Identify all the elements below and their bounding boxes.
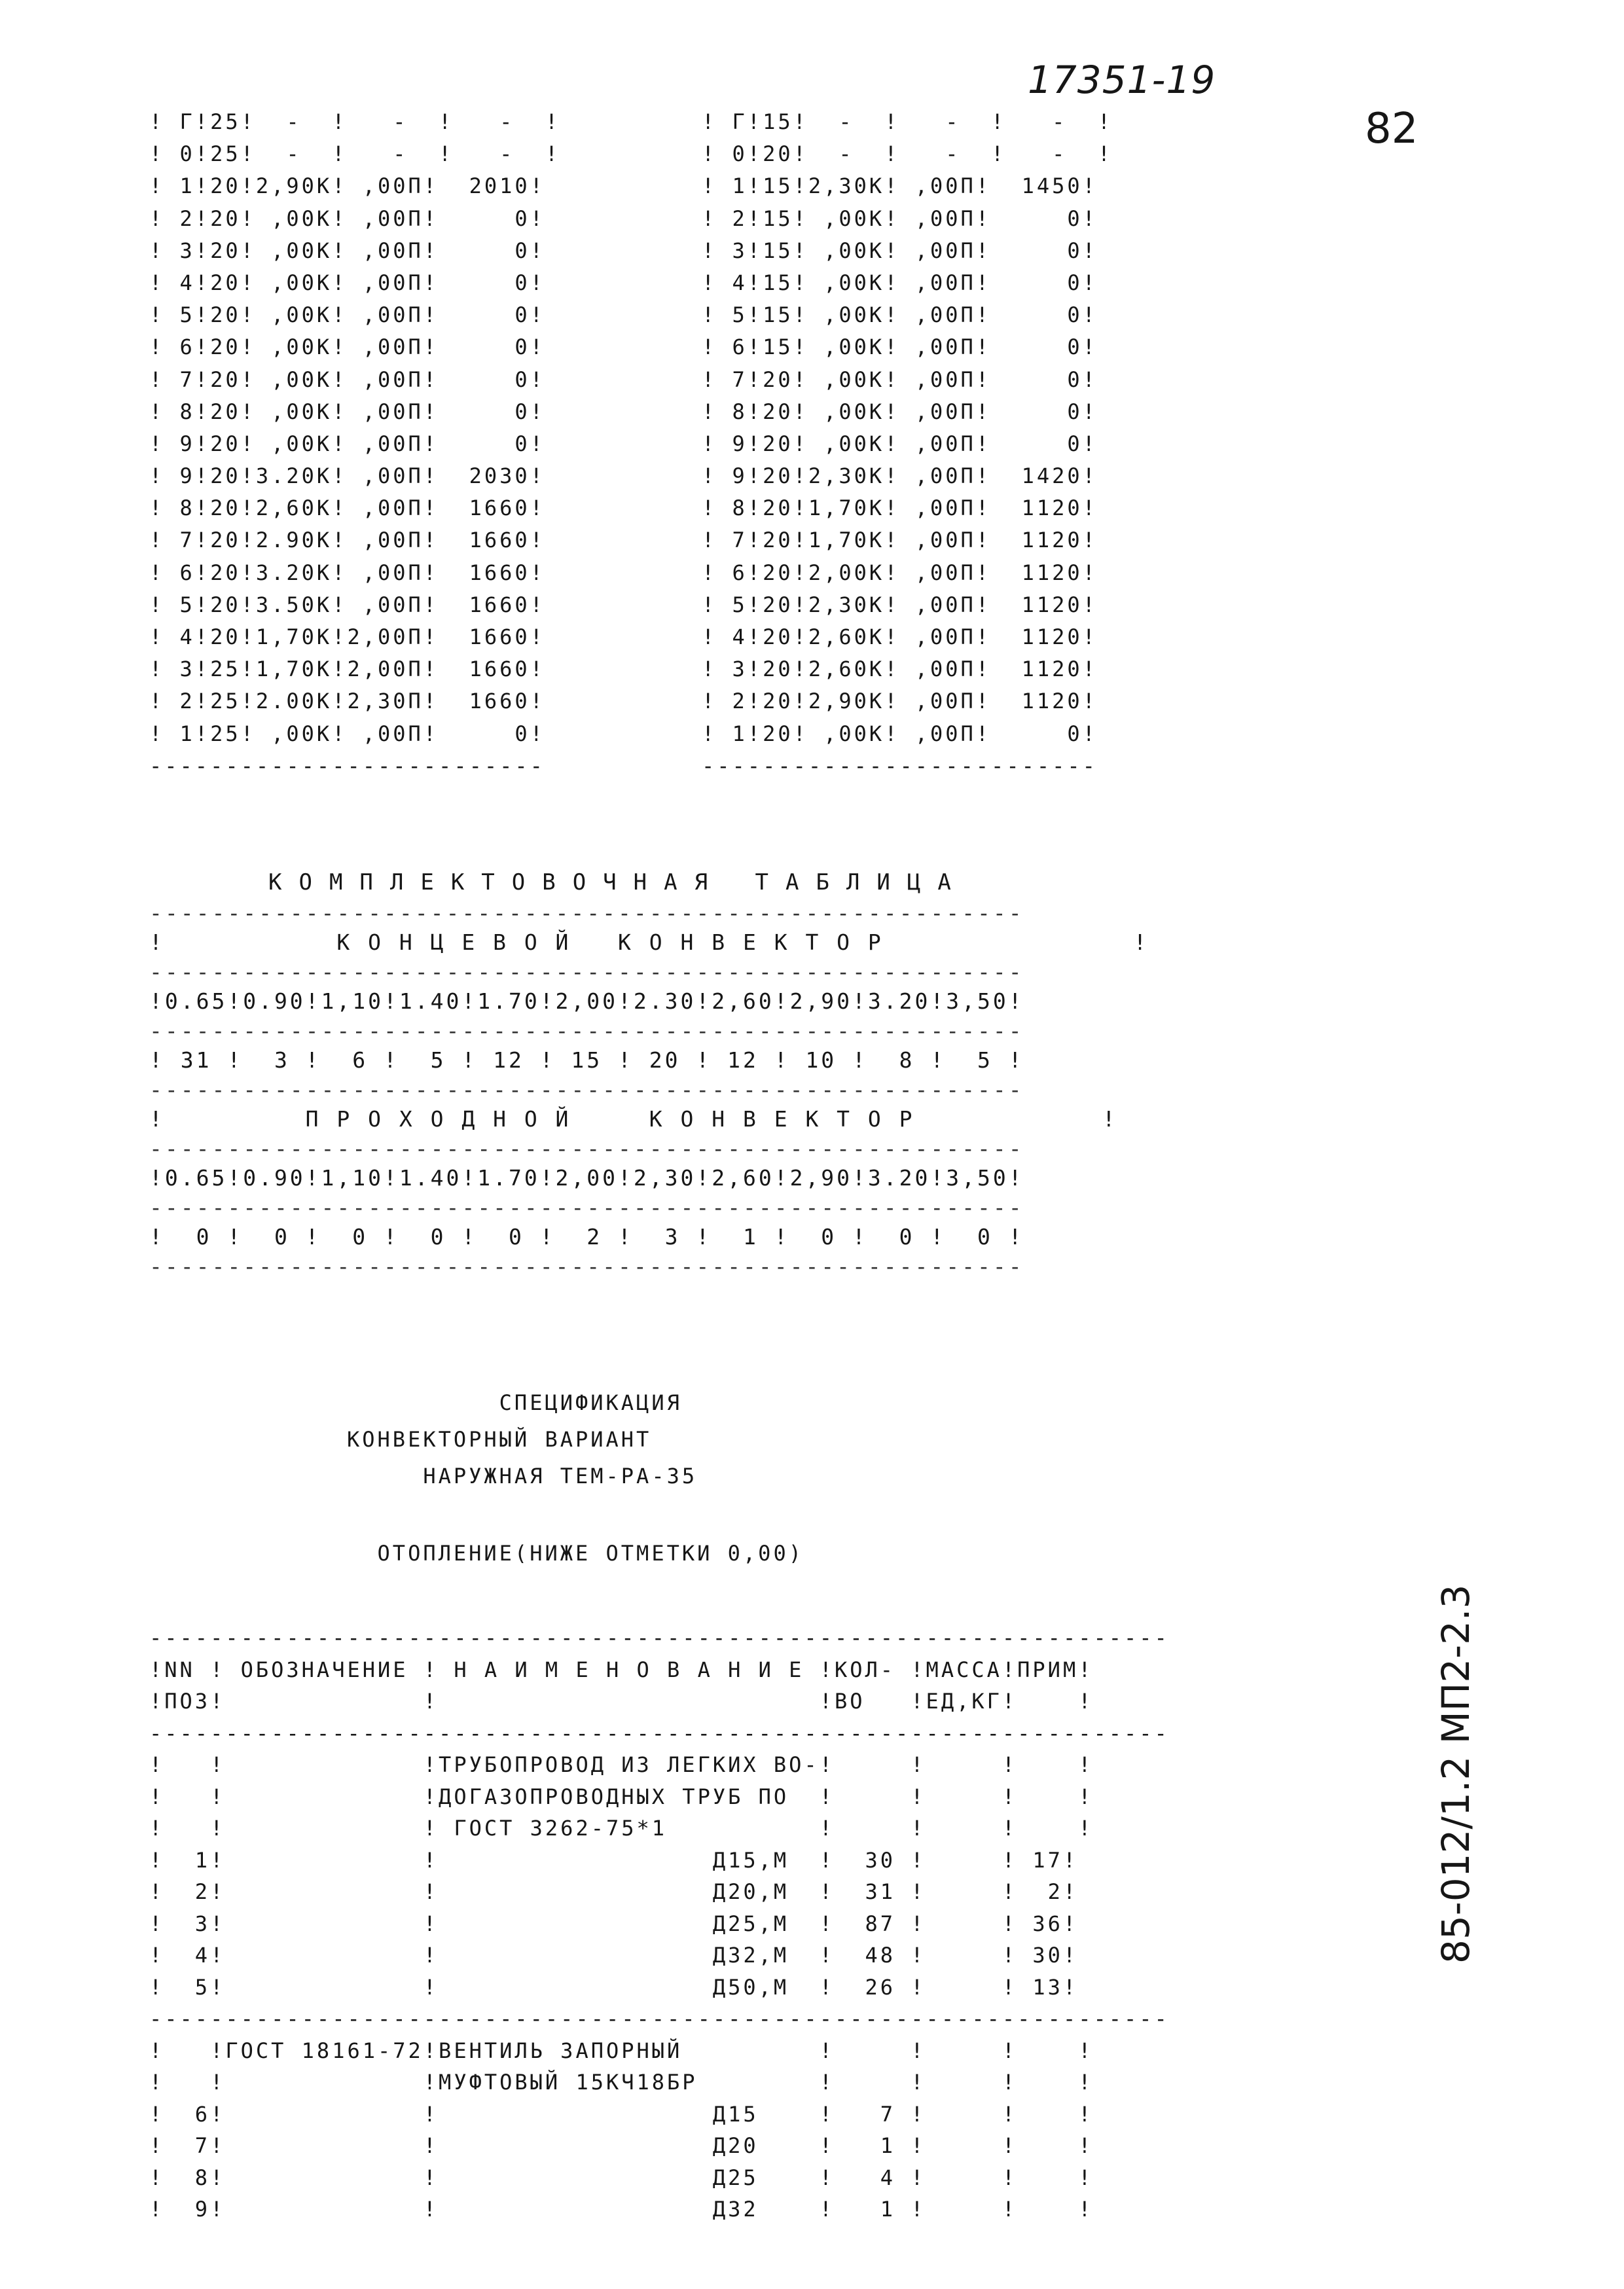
table-row: ! 9!20! ,00К! ,00П! 0! (702, 431, 1098, 456)
table-row: ------------------------------------------------------------------- (149, 1720, 1170, 1746)
table-row: ------------------------------------------------------------------- (149, 2006, 1170, 2031)
rule: -------------------------------------------------------- (149, 907, 1024, 920)
pass-convector-counts: ! 0 ! 0 ! 0 ! 0 ! 0 ! 2 ! 3 ! 1 ! 0 ! 0 ! 0 ! (149, 1224, 1024, 1250)
spec-variant: КОНВЕКТОРНЫЙ ВАРИАНТ (347, 1427, 652, 1452)
table-row: ! 5! ! Д50,М ! 26 ! ! 13! (149, 1974, 1079, 2000)
table-row: !ПОЗ! ! !ВО !ЕД,КГ! ! (149, 1689, 1094, 1714)
table-row: ! 7!20!2.90К! ,00П! 1660! (149, 528, 545, 553)
rule: -------------------------------------------------------- (149, 965, 1024, 979)
kit-table (149, 907, 1149, 1273)
table-row: ! 6!15! ,00К! ,00П! 0! (702, 334, 1098, 360)
table-row: ! 9!20!2,30К! ,00П! 1420! (702, 463, 1098, 489)
table-row: ! 1!15!2,30К! ,00П! 1450! (702, 173, 1098, 199)
kit-table-title: КОМПЛЕКТОВОЧНАЯ ТАБЛИЦА (268, 869, 968, 895)
table-row: ! 4!20!1,70К!2,00П! 1660! (149, 624, 545, 649)
table-row: ! 9!20!3.20К! ,00П! 2030! (149, 463, 545, 489)
left-floor-table (149, 106, 560, 782)
document-number: 17351-19 (1028, 58, 1216, 102)
table-row: ! ! !ДОГАЗОПРОВОДНЫХ ТРУБ ПО ! ! ! ! (149, 1784, 1094, 1809)
rule: -------------------------------------------------------- (149, 1024, 1024, 1037)
side-document-code: 85-012/1.2 МП2-2.3 (1434, 1584, 1478, 1964)
specification-table (149, 1622, 1170, 2226)
table-row: ! 2!25!2.00К!2,30П! 1660! (149, 689, 545, 714)
rule: -------------------------------------------------------- (149, 1142, 1024, 1155)
table-row: ! 6! ! Д15 ! 7 ! ! ! (149, 2101, 1094, 2127)
table-row: ! 2! ! Д20,М ! 31 ! ! 2! (149, 1879, 1079, 1904)
table-row: ! 7!20!1,70К! ,00П! 1120! (702, 528, 1098, 553)
spec-title: СПЕЦИФИКАЦИЯ (347, 1390, 682, 1415)
pass-convector-sizes: !0.65!0.90!1,10!1.40!1.70!2,00!2,30!2,60!2,90!3.20!3,50! (149, 1165, 1024, 1191)
table-row: ! 7! ! Д20 ! 1 ! ! ! (149, 2133, 1094, 2158)
table-row: -------------------------- (702, 753, 1098, 778)
table-row: !NN ! ОБОЗНАЧЕНИЕ ! Н А И М Е Н О В А Н И Е !КОЛ- !МАССА!ПРИМ! (149, 1657, 1094, 1682)
table-row: ! ! !ТРУБОПРОВОД ИЗ ЛЕГКИХ ВО-! ! ! ! (149, 1752, 1094, 1777)
table-row: ! 4!20!2,60К! ,00П! 1120! (702, 624, 1098, 649)
table-row: ! 3!25!1,70К!2,00П! 1660! (149, 657, 545, 682)
table-row: ! 5!20!3.50К! ,00П! 1660! (149, 592, 545, 617)
table-row: ! 6!20!2,00К! ,00П! 1120! (702, 560, 1098, 585)
table-row: ! 0!25! - ! - ! - ! (149, 141, 561, 167)
table-row: ! 5!20! ,00К! ,00П! 0! (149, 302, 545, 328)
table-row: ! 3!20!2,60К! ,00П! 1120! (702, 657, 1098, 682)
rule: -------------------------------------------------------- (149, 1083, 1024, 1096)
table-row: ! Г!15! - ! - ! - ! (702, 109, 1113, 134)
table-row: ! 8!20! ,00К! ,00П! 0! (149, 399, 545, 424)
table-row: ! 3! ! Д25,М ! 87 ! ! 36! (149, 1911, 1079, 1936)
table-row: ! ! ! ГОСТ 3262-75*1 ! ! ! ! (149, 1816, 1094, 1841)
table-row: -------------------------- (149, 753, 545, 778)
table-row: ! 8! ! Д25 ! 4 ! ! ! (149, 2165, 1094, 2190)
table-row: ! 2!20!2,90К! ,00П! 1120! (702, 689, 1098, 714)
table-row: ! 4!15! ,00К! ,00П! 0! (702, 270, 1098, 295)
spec-section: ОТОПЛЕНИЕ(НИЖЕ ОТМЕТКИ 0,00) (347, 1541, 804, 1566)
table-row: ! 4! ! Д32,М ! 48 ! ! 30! (149, 1943, 1079, 1968)
pass-convector-title: ! П Р О Х О Д Н О Й К О Н В Е К Т О Р ! (149, 1106, 1118, 1132)
table-row: ! 9!20! ,00К! ,00П! 0! (149, 431, 545, 456)
table-row: ! 7!20! ,00К! ,00П! 0! (149, 367, 545, 392)
table-row: ! 1!25! ,00К! ,00П! 0! (149, 721, 545, 746)
right-floor-table (702, 106, 1113, 782)
table-row: ! 8!20!2,60К! ,00П! 1660! (149, 496, 545, 521)
table-row: ! 2!20! ,00К! ,00П! 0! (149, 206, 545, 231)
table-row: ! 8!20!1,70К! ,00П! 1120! (702, 496, 1098, 521)
table-row: ! 1!20!2,90К! ,00П! 2010! (149, 173, 545, 199)
end-convector-sizes: !0.65!0.90!1,10!1.40!1.70!2,00!2.30!2,60!2,90!3.20!3,50! (149, 988, 1024, 1014)
rule: -------------------------------------------------------- (149, 1260, 1024, 1273)
table-row: ! !ГОСТ 18161-72!ВЕНТИЛЬ ЗАПОРНЫЙ ! ! ! ! (149, 2038, 1094, 2063)
table-row: ------------------------------------------------------------------- (149, 1625, 1170, 1650)
end-convector-title: ! К О Н Ц Е В О Й К О Н В Е К Т О Р ! (149, 929, 1149, 955)
table-row: ! Г!25! - ! - ! - ! (149, 109, 561, 134)
table-row: ! 5!20!2,30К! ,00П! 1120! (702, 592, 1098, 617)
table-row: ! 1! ! Д15,М ! 30 ! ! 17! (149, 1847, 1079, 1873)
specification-heading (347, 1384, 804, 1572)
table-row: ! ! !МУФТОВЫЙ 15КЧ18БР ! ! ! ! (149, 2070, 1094, 2095)
table-row: ! 1!20! ,00К! ,00П! 0! (702, 721, 1098, 746)
spec-temperature: НАРУЖНАЯ ТЕМ-РА-35 (347, 1464, 698, 1488)
table-row: ! 9! ! Д32 ! 1 ! ! ! (149, 2197, 1094, 2222)
table-row: ! 8!20! ,00К! ,00П! 0! (702, 399, 1098, 424)
page-number: 82 (1365, 105, 1418, 153)
rule: -------------------------------------------------------- (149, 1201, 1024, 1214)
table-row: ! 3!20! ,00К! ,00П! 0! (149, 238, 545, 263)
table-row: ! 2!15! ,00К! ,00П! 0! (702, 206, 1098, 231)
table-row: ! 5!15! ,00К! ,00П! 0! (702, 302, 1098, 328)
table-row: ! 3!15! ,00К! ,00П! 0! (702, 238, 1098, 263)
table-row: ! 0!20! - ! - ! - ! (702, 141, 1113, 167)
table-row: ! 6!20!3.20К! ,00П! 1660! (149, 560, 545, 585)
table-row: ! 4!20! ,00К! ,00П! 0! (149, 270, 545, 295)
table-row: ! 6!20! ,00К! ,00П! 0! (149, 334, 545, 360)
table-row: ! 7!20! ,00К! ,00П! 0! (702, 367, 1098, 392)
end-convector-counts: ! 31 ! 3 ! 6 ! 5 ! 12 ! 15 ! 20 ! 12 ! 10 ! 8 ! 5 ! (149, 1047, 1024, 1073)
